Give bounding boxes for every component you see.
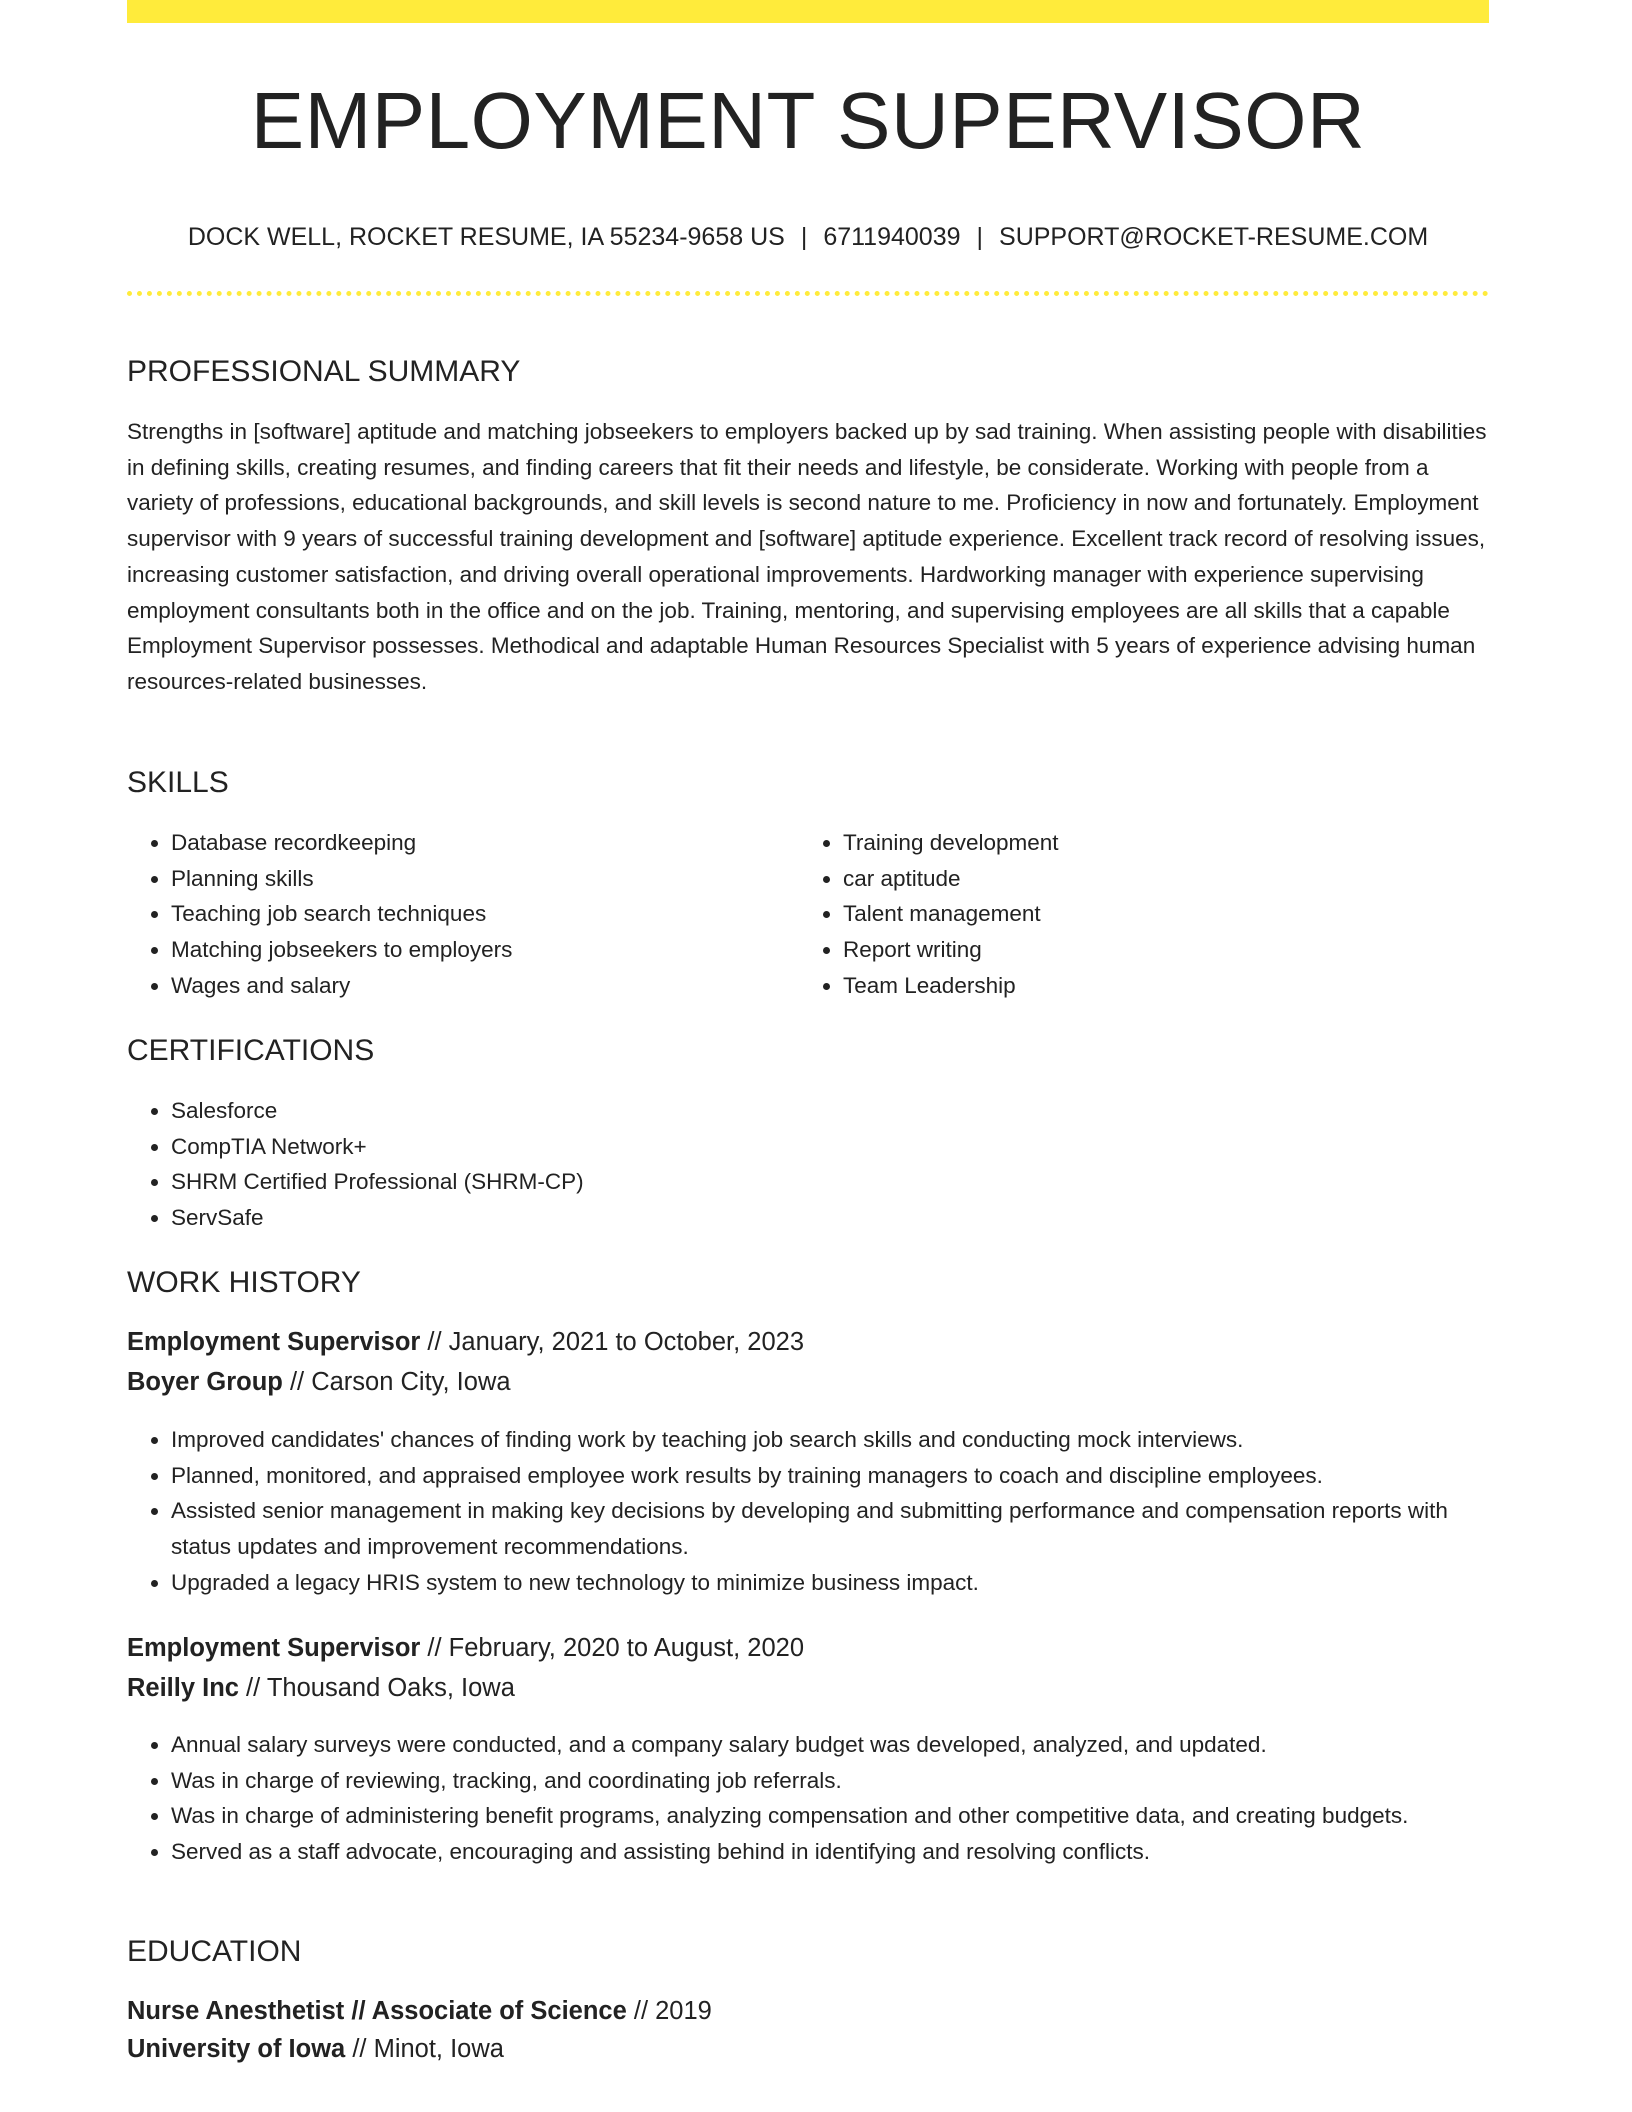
- contact-separator: |: [976, 223, 984, 251]
- job-bullet: • Served as a staff advocate, encouraging and assisting behind in identifying and resolving conflicts.: [171, 1834, 1489, 1870]
- education-degree-line: [127, 1999, 1489, 2025]
- skill-item: • Team Leadership: [843, 968, 1059, 1004]
- dotted-divider: [127, 291, 1489, 296]
- job-bullet: • Annual salary surveys were conducted, and a company salary budget was developed, analyzed, and updated.: [171, 1727, 1489, 1763]
- education-location: // Minot, Iowa: [345, 2034, 504, 2063]
- job-company-line: [127, 1367, 1489, 1396]
- skills-heading: SKILLS: [127, 766, 229, 799]
- contact-email: SUPPORT@ROCKET-RESUME.COM: [999, 223, 1429, 251]
- skill-item: • Talent management: [843, 896, 1059, 932]
- certification-item: • SHRM Certified Professional (SHRM-CP): [171, 1164, 1489, 1200]
- job-bullet: • Improved candidates' chances of finding work by teaching job search skills and conducting mock interviews.: [171, 1422, 1489, 1458]
- certification-item: • CompTIA Network+: [171, 1129, 1489, 1165]
- job-bullet: • Was in charge of reviewing, tracking, and coordinating job referrals.: [171, 1763, 1489, 1799]
- job-role: Employment Supervisor: [127, 1634, 421, 1662]
- education-school: University of Iowa: [127, 2034, 346, 2063]
- job-title-line: [127, 1636, 1489, 1662]
- job-location: // Carson City, Iowa: [282, 1367, 511, 1396]
- resume-page: [127, 0, 1489, 2063]
- job-bullet: • Assisted senior management in making key decisions by developing and submitting performance and compensation reports with status updates and improvement recommendations.: [171, 1493, 1489, 1564]
- job-company: Reilly Inc: [127, 1673, 239, 1702]
- contact-address: DOCK WELL, ROCKET RESUME, IA 55234-9658 US: [187, 223, 785, 251]
- job-location: // Thousand Oaks, Iowa: [238, 1673, 515, 1702]
- contact-line: [127, 225, 1489, 250]
- job-role: Employment Supervisor: [127, 1328, 421, 1356]
- job-bullet: • Planned, monitored, and appraised employee work results by training managers to coach and discipline employees.: [171, 1458, 1489, 1494]
- job-bullet: • Upgraded a legacy HRIS system to new technology to minimize business impact.: [171, 1565, 1489, 1601]
- skill-item: • Wages and salary: [171, 968, 799, 1004]
- certifications-list: [127, 1093, 1489, 1236]
- candidate-name: EMPLOYMENT SUPERVISOR: [250, 76, 1366, 165]
- skills-column-right: [799, 825, 1059, 1004]
- job-entry: [127, 1330, 1489, 1395]
- job-dates: // January, 2021 to October, 2023: [420, 1328, 805, 1356]
- education-entry: [127, 1999, 1489, 2062]
- education-school-line: [127, 2034, 1489, 2063]
- work-history-heading: WORK HISTORY: [127, 1266, 361, 1299]
- job-dates: // February, 2020 to August, 2020: [420, 1634, 805, 1662]
- skill-item: • Matching jobseekers to employers: [171, 932, 799, 968]
- job-company: Boyer Group: [127, 1367, 283, 1396]
- skill-item: • car aptitude: [843, 861, 1059, 897]
- skill-item: • Teaching job search techniques: [171, 896, 799, 932]
- skills-column-left: [127, 825, 799, 1004]
- skills-list: [127, 825, 1489, 1004]
- accent-bar: [127, 0, 1489, 23]
- job-title-line: [127, 1330, 1489, 1356]
- skill-item: • Training development: [843, 825, 1059, 861]
- summary-heading: PROFESSIONAL SUMMARY: [127, 355, 521, 388]
- skill-item: • Database recordkeeping: [171, 825, 799, 861]
- certifications-heading: CERTIFICATIONS: [127, 1034, 375, 1067]
- job-bullet: • Was in charge of administering benefit programs, analyzing compensation and other competitive data, and creating budgets.: [171, 1798, 1489, 1834]
- education-degree: Nurse Anesthetist // Associate of Science: [127, 1997, 627, 2025]
- education-heading: EDUCATION: [127, 1935, 302, 1968]
- certification-item: • ServSafe: [171, 1200, 1489, 1236]
- job-bullets: [127, 1727, 1489, 1870]
- contact-phone: 6711940039: [823, 223, 961, 251]
- skill-item: • Report writing: [843, 932, 1059, 968]
- summary-text: Strengths in [software] aptitude and matching jobseekers to employers backed up by sad training. When assisting people with disabilities in defining skills, creating resumes, and finding careers that fit their needs and lifestyle, be considerate. Working with people from a variety of professions, educational backgrounds, and skill levels is second nature to me. Proficiency in now and fortunately. Employment supervisor with 9 years of successful training development and [software] aptitude experience. Excellent track record of resolving issues, increasing customer satisfaction, and driving overall operational improvements. Hardworking manager with experience supervising employment consultants both in the office and on the job. Training, mentoring, and supervising employees are all skills that a capable Employment Supervisor possesses. Methodical and adaptable Human Resources Specialist with 5 years of experience advising human resources-related businesses.: [127, 419, 1487, 694]
- skill-item: • Planning skills: [171, 861, 799, 897]
- certification-item: • Salesforce: [171, 1093, 1489, 1129]
- education-year: // 2019: [626, 1997, 712, 2025]
- contact-separator: |: [800, 223, 808, 251]
- job-bullets: [127, 1422, 1489, 1601]
- job-company-line: [127, 1673, 1489, 1702]
- job-entry: [127, 1636, 1489, 1701]
